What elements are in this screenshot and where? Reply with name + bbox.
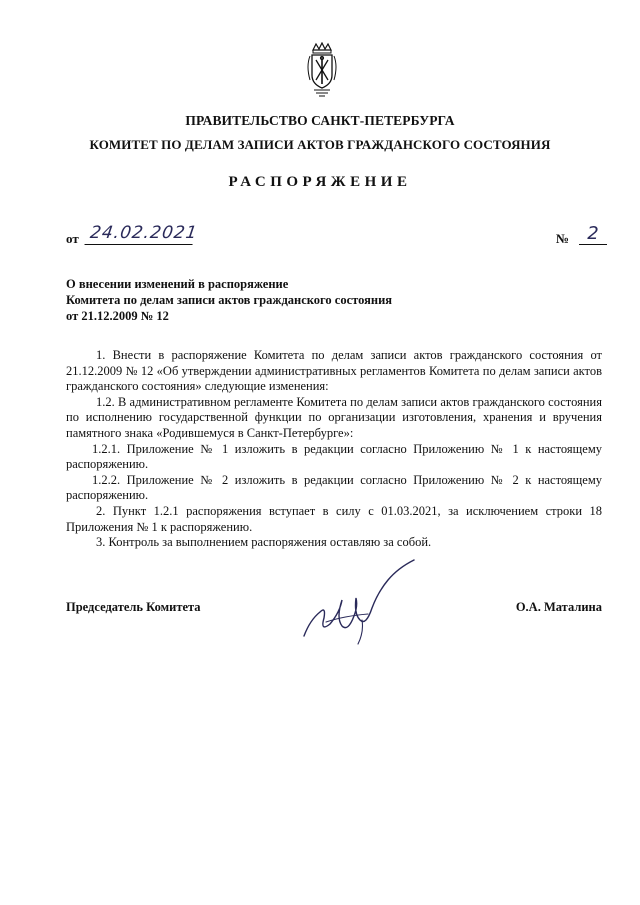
paragraph-1: 1. Внести в распоряжение Комитета по делам записи актов гражданского состояния от 21.12.2009 № 12 «Об утверждении административных регламентов Комитета по делам записи актов гражданского состояния» следующие изменения: xyxy=(66,348,602,394)
subject-line-3: от 21.12.2009 № 12 xyxy=(66,309,169,323)
document-subject xyxy=(66,276,466,324)
subject-line-1: О внесении изменений в распоряжение xyxy=(66,277,289,291)
government-title: ПРАВИТЕЛЬСТВО САНКТ-ПЕТЕРБУРГА xyxy=(185,113,455,128)
paragraph-1-2-2: 1.2.2. Приложение № 2 изложить в редакции согласно Приложению № 2 к настоящему распоряжению. xyxy=(66,472,602,503)
date-value: 24.02.2021 xyxy=(84,223,195,245)
document-body xyxy=(66,348,602,551)
document-type-title: РАСПОРЯЖЕНИЕ xyxy=(228,174,412,190)
number-value: 2 xyxy=(579,223,607,245)
signatory-name: О.А. Маталина xyxy=(515,600,602,614)
committee-title: КОМИТЕТ ПО ДЕЛАМ ЗАПИСИ АКТОВ ГРАЖДАНСКОГО СОСТОЯНИЯ xyxy=(89,137,551,152)
signatory-role: Председатель Комитета xyxy=(66,600,201,614)
paragraph-1-2: 1.2. В административном регламенте Комитета по делам записи актов гражданского состояния по исполнению государственной функции по организации изготовления, хранения и вручения памятного знака «Родившемуся в Санкт-Петербурге»: xyxy=(66,394,602,440)
date-number-line xyxy=(66,223,606,247)
number-label: № xyxy=(556,231,570,246)
paragraph-1-2-1: 1.2.1. Приложение № 1 изложить в редакции согласно Приложению № 1 к настоящему распоряжению. xyxy=(66,441,602,472)
paragraph-3: 3. Контроль за выполнением распоряжения оставляю за собой. xyxy=(96,535,432,550)
paragraph-2: 2. Пункт 1.2.1 распоряжения вступает в силу с 01.03.2021, за исключением строки 18 Приложения № 1 к распоряжению. xyxy=(66,503,602,534)
coat-of-arms-icon xyxy=(304,42,340,100)
date-label: от xyxy=(66,231,79,246)
subject-line-2: Комитета по делам записи актов гражданского состояния xyxy=(66,293,393,307)
handwritten-signature-icon xyxy=(296,556,426,648)
